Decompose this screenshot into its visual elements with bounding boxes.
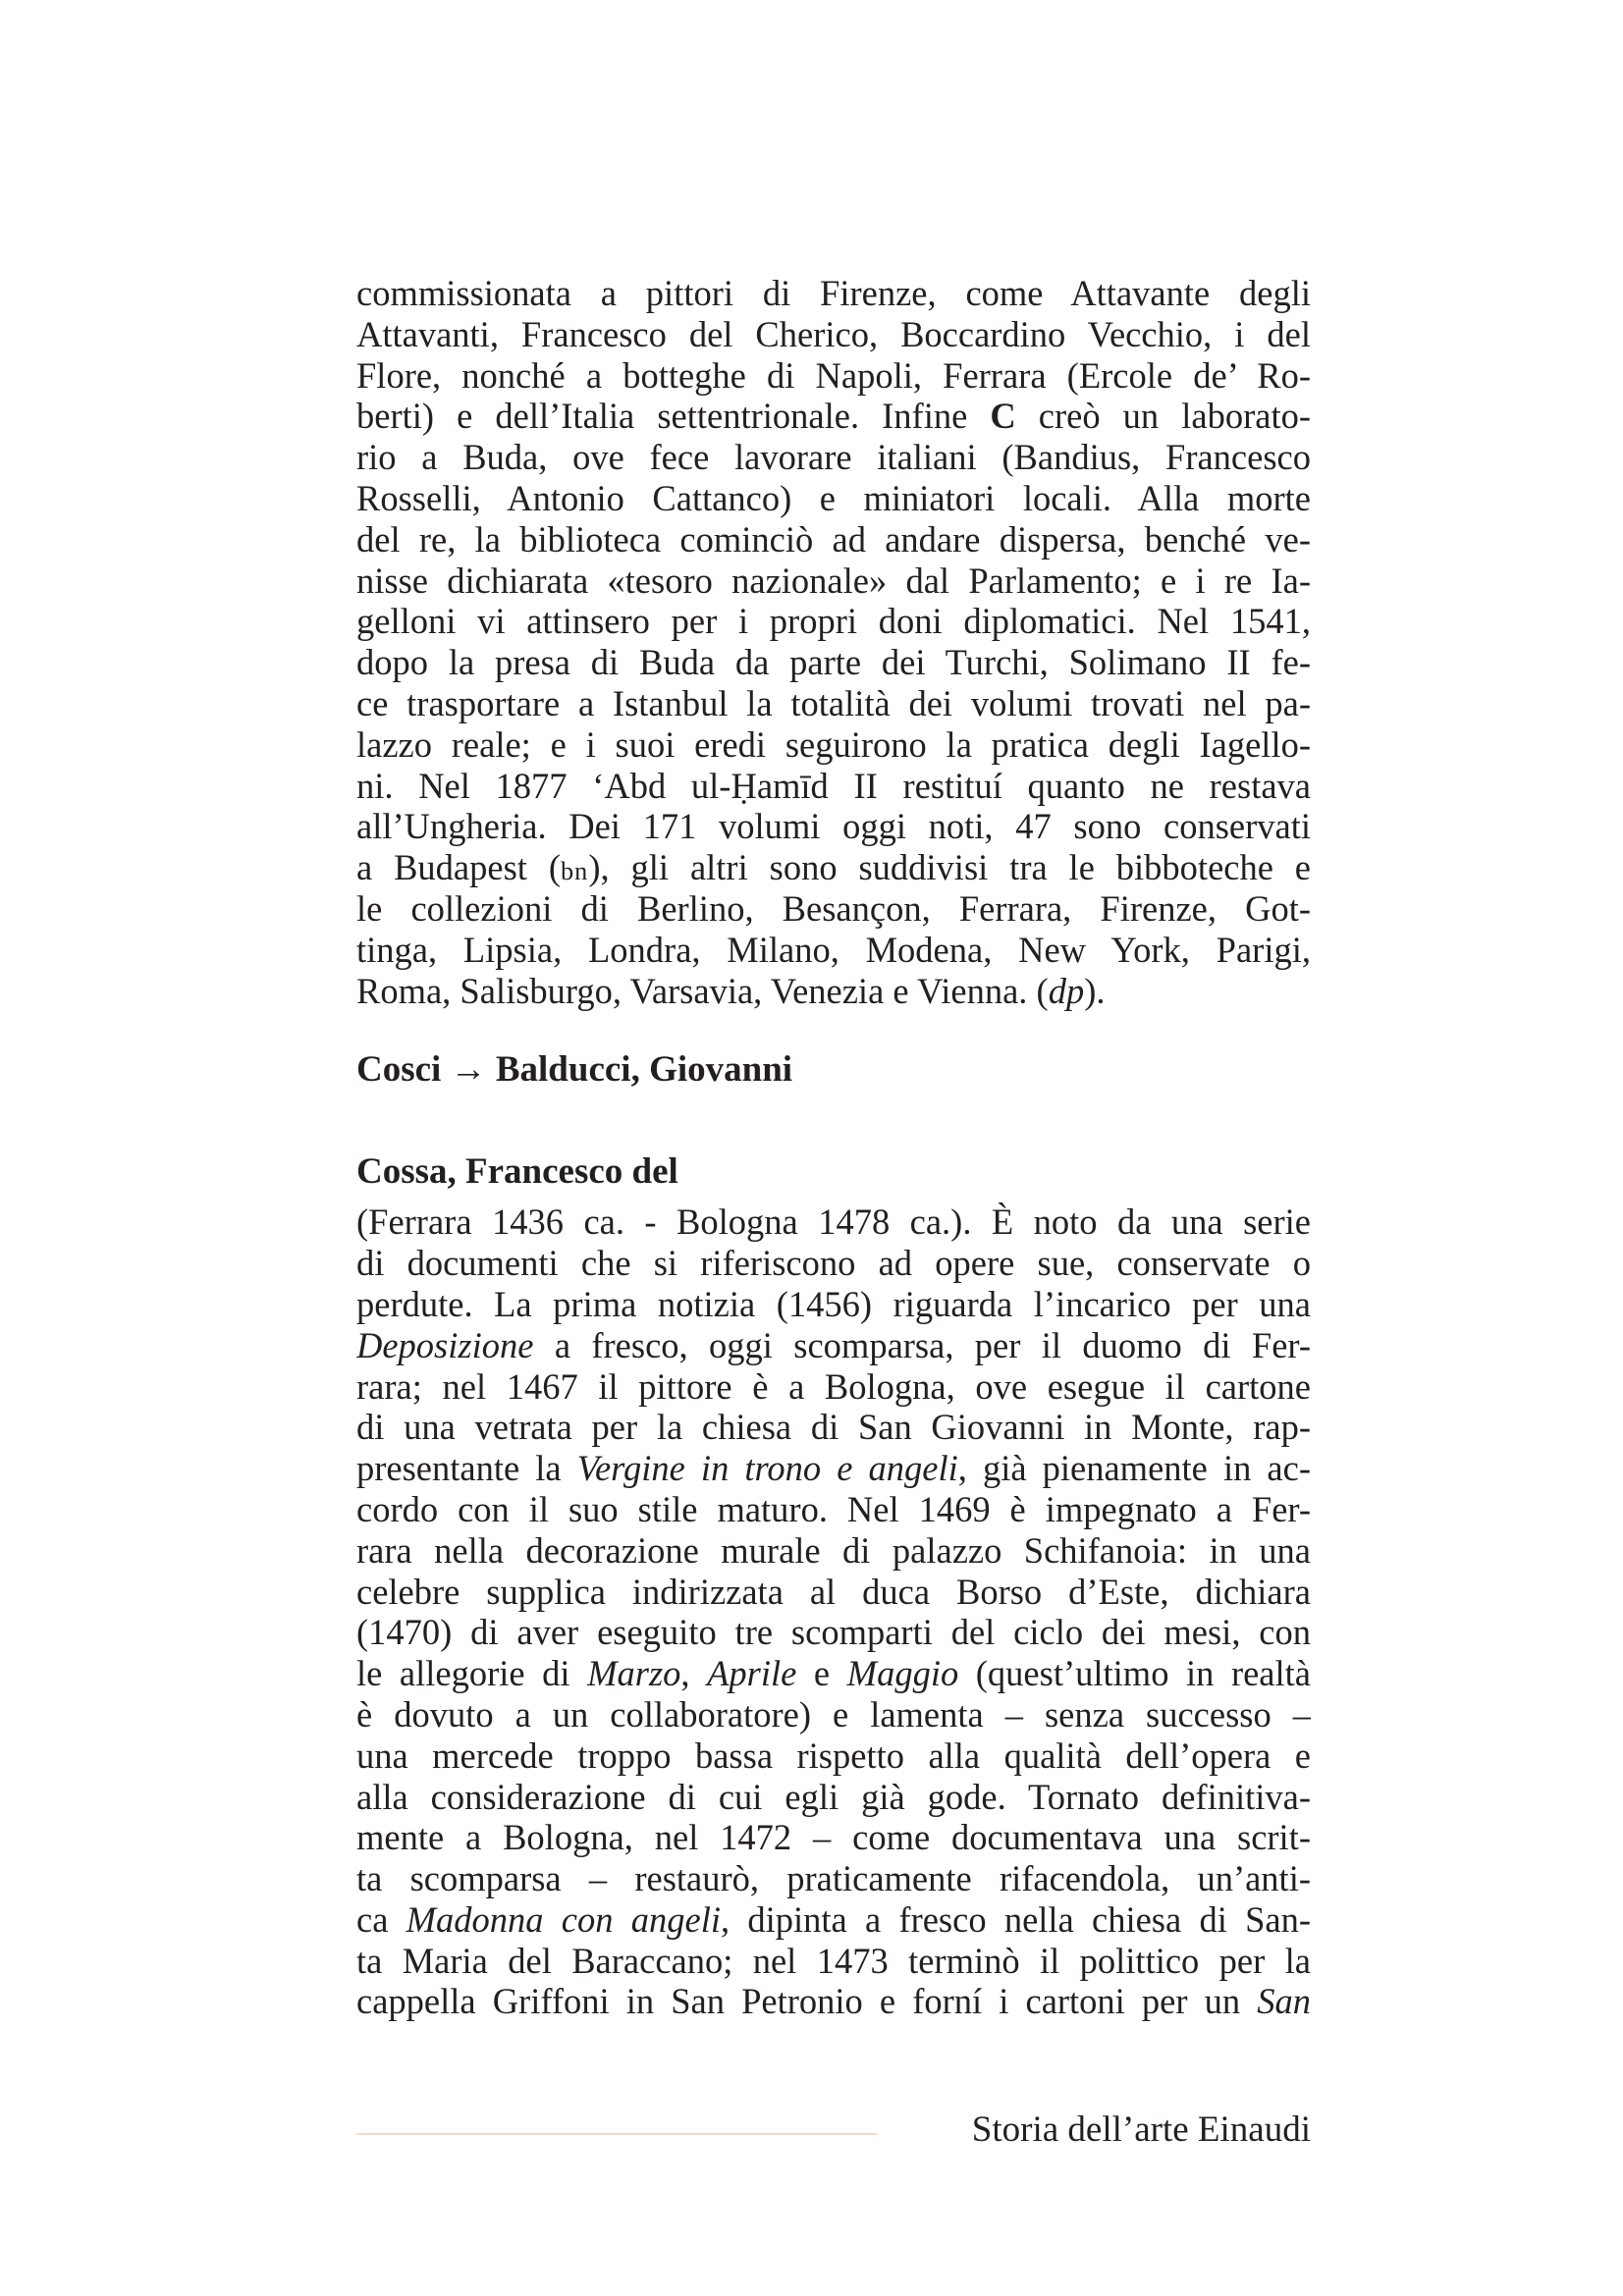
text-line <box>356 601 1311 642</box>
text-line <box>356 1735 1311 1777</box>
text-line <box>356 642 1311 683</box>
text-line <box>356 1981 1311 2022</box>
italic-segment: Vergine in trono e angeli <box>576 1448 958 1489</box>
text-segment: (Ferrara 1436 ca. - Bologna 1478 ca.). È noto da una serie <box>356 1201 1311 1243</box>
text-segment: a fresco, oggi scomparsa, per il duomo di Fer- <box>533 1324 1311 1365</box>
text-segment: e <box>796 1653 847 1694</box>
text-segment: Rosselli, Antonio Cattanco) e miniatori locali. Alla morte <box>356 477 1311 518</box>
text-line <box>356 355 1311 397</box>
text-segment: è dovuto a un collaboratore) e lamenta – senza successo – <box>356 1693 1311 1735</box>
text-segment: le allegorie di <box>356 1653 588 1694</box>
text-segment: ni. Nel 1877 ‘Abd ul-Ḥamīd II restituí quanto ne restava <box>356 765 1311 806</box>
text-segment: ta scomparsa – restaurò, praticamente rifacendola, un’anti- <box>356 1858 1311 1899</box>
text-line <box>356 1366 1311 1408</box>
text-line <box>356 1284 1311 1325</box>
text-line <box>356 478 1311 519</box>
text-segment: cappella Griffoni in San Petronio e forní i cartoni per un <box>356 1981 1258 2022</box>
footer-title: Storia dell’arte Einaudi <box>971 2109 1311 2150</box>
text-segment: ca <box>356 1898 406 1940</box>
text-line <box>356 1858 1311 1899</box>
text-line <box>356 1243 1311 1284</box>
italic-segment: Maggio <box>846 1653 959 1694</box>
text-line <box>356 1201 1311 1243</box>
intro-paragraph <box>356 273 1311 1011</box>
text-line <box>356 971 1311 1012</box>
text-segment: Attavanti, Francesco del Cherico, Boccardino Vecchio, i del <box>356 313 1311 354</box>
text-segment: le collezioni di Berlino, Besançon, Ferrara, Firenze, Got- <box>356 887 1311 929</box>
text-line <box>356 1612 1311 1653</box>
text-line <box>356 930 1311 971</box>
text-line <box>356 1407 1311 1448</box>
italic-segment: San <box>1257 1981 1311 2022</box>
cross-reference-heading <box>356 1048 1311 1092</box>
text-segment: rara nella decorazione murale di palazzo Schifanoia: in una <box>356 1529 1311 1571</box>
text-segment: all’Ungheria. Dei 171 volumi oggi noti, 47 sono conservati <box>356 806 1311 847</box>
italic-segment: Aprile <box>707 1653 797 1694</box>
italic-segment: dp <box>1048 970 1085 1011</box>
text-line <box>356 1572 1311 1613</box>
text-line <box>356 888 1311 930</box>
text-segment: ta Maria del Baraccano; nel 1473 terminò il polittico per la <box>356 1940 1311 1981</box>
cross-reference-target: Balducci, Giovanni <box>495 1049 793 1091</box>
text-segment: ce trasportare a Istanbul la totalità dei volumi trovati nel pa- <box>356 682 1311 723</box>
text-segment: (quest’ultimo in realtà <box>958 1653 1311 1694</box>
text-segment: una mercede troppo bassa rispetto alla qualità dell’opera e <box>356 1735 1311 1776</box>
text-segment: lazzo reale; e i suoi eredi seguirono la pratica degli Iagello- <box>356 723 1311 765</box>
text-line <box>356 437 1311 478</box>
text-segment: , dipinta a fresco nella chiesa di San- <box>720 1898 1311 1940</box>
text-column <box>356 273 1311 2022</box>
text-segment: ). <box>1084 970 1106 1011</box>
cross-reference-term: Cosci <box>356 1049 442 1091</box>
text-line <box>356 1489 1311 1530</box>
text-segment: gelloni vi attinsero per i propri doni diplomatici. Nel 1541, <box>356 601 1311 642</box>
text-segment: berti) e dell’Italia settentrionale. Infine <box>356 396 991 437</box>
smallcaps-segment: bn <box>560 857 589 886</box>
text-line <box>356 273 1311 314</box>
text-segment: creò un laborato- <box>1015 396 1311 437</box>
text-segment: alla considerazione di cui egli già gode. Tornato definitiva- <box>356 1776 1311 1817</box>
text-segment: a Budapest ( <box>356 847 561 888</box>
text-segment: , <box>680 1653 708 1694</box>
text-segment: celebre supplica indirizzata al duca Borso d’Este, dichiara <box>356 1571 1311 1612</box>
text-segment: ), gli altri sono suddivisi tra le bibboteche e <box>588 847 1311 888</box>
text-line <box>356 683 1311 724</box>
text-segment: dopo la presa di Buda da parte dei Turchi, Solimano II fe- <box>356 642 1311 683</box>
text-line <box>356 806 1311 847</box>
text-segment: (1470) di aver eseguito tre scomparti del ciclo dei mesi, con <box>356 1612 1311 1653</box>
text-line <box>356 1777 1311 1818</box>
text-line <box>356 847 1311 888</box>
text-segment: di documenti che si riferiscono ad opere sue, conservate o <box>356 1243 1311 1284</box>
text-segment: cordo con il suo stile maturo. Nel 1469 è impegnato a Fer- <box>356 1488 1311 1529</box>
text-segment: commissionata a pittori di Firenze, come Attavante degli <box>356 273 1311 313</box>
text-segment: tinga, Lipsia, Londra, Milano, Modena, New York, Parigi, <box>356 929 1311 970</box>
text-line <box>356 561 1311 602</box>
text-line <box>356 766 1311 807</box>
text-segment: di una vetrata per la chiesa di San Giovanni in Monte, rap- <box>356 1407 1311 1448</box>
text-segment: presentante la <box>356 1448 577 1489</box>
footer-divider <box>356 2133 877 2135</box>
text-line <box>356 1941 1311 1982</box>
text-segment: Roma, Salisburgo, Varsavia, Venezia e Vienna. ( <box>356 970 1049 1011</box>
entry-paragraph <box>356 1201 1311 2022</box>
text-segment: mente a Bologna, nel 1472 – come documentava una scrit- <box>356 1817 1311 1858</box>
text-segment: del re, la biblioteca cominciò ad andare dispersa, benché ve- <box>356 518 1311 560</box>
text-line <box>356 1653 1311 1694</box>
text-line <box>356 724 1311 766</box>
text-line <box>356 519 1311 561</box>
text-segment: , già pienamente in ac- <box>957 1448 1311 1489</box>
text-segment: perdute. La prima notizia (1456) riguarda l’incarico per una <box>356 1283 1311 1324</box>
arrow-icon: → <box>450 1049 487 1091</box>
text-line <box>356 1817 1311 1858</box>
text-segment: nisse dichiarata «tesoro nazionale» dal Parlamento; e i re Ia- <box>356 560 1311 601</box>
text-segment: rara; nel 1467 il pittore è a Bologna, ove esegue il cartone <box>356 1365 1311 1407</box>
text-segment: rio a Buda, ove fece lavorare italiani (Bandius, Francesco <box>356 437 1311 478</box>
text-line <box>356 1694 1311 1735</box>
text-line <box>356 1325 1311 1366</box>
text-line <box>356 1448 1311 1489</box>
bold-segment: C <box>990 396 1016 437</box>
text-line <box>356 1530 1311 1572</box>
entry-title: Cossa, Francesco del <box>356 1151 678 1193</box>
text-line <box>356 314 1311 355</box>
italic-segment: Marzo <box>587 1653 681 1694</box>
italic-segment: Madonna con angeli <box>406 1898 721 1940</box>
text-line <box>356 1899 1311 1941</box>
italic-segment: Deposizione <box>356 1324 534 1365</box>
text-segment: Flore, nonché a botteghe di Napoli, Ferrara (Ercole de’ Ro- <box>356 354 1311 396</box>
text-line <box>356 396 1311 437</box>
